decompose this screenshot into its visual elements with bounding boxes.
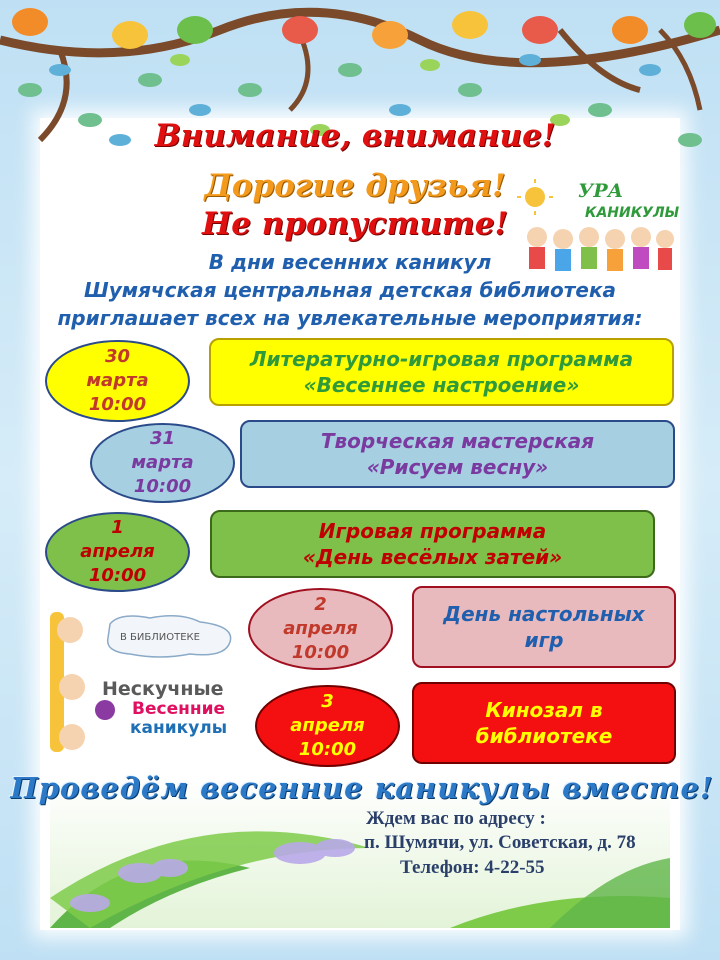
event-time: 10:00 [88,565,147,586]
event-title-line-2: «Рисуем весну» [366,455,549,479]
event-day: 3 [321,691,334,712]
friends-heading: Дорогие друзья! [204,168,506,204]
event-title-line-2: «День весёлых затей» [302,545,563,569]
event-date-3 [45,512,190,592]
phone-text: Телефон: 4-22-55 [400,857,545,878]
dont-miss-heading: Не пропустите! [201,206,509,242]
intro-line-1: В дни весенних каникул [208,250,492,274]
event-day: 30 [104,346,131,367]
event-title-line-1: Кинозал в [485,698,603,722]
event-date-5 [255,685,400,767]
event-title-line-1: Творческая мастерская [320,429,595,453]
event-title-line-1: Литературно-игровая программа [249,347,634,371]
slogan-banner: Проведём весенние каникулы вместе! [10,771,714,805]
promo-line-2: Весенние [132,699,226,719]
event-date-1 [45,340,190,422]
event-title-1 [209,338,674,406]
event-month: апреля [290,715,365,736]
event-date-4 [248,588,393,670]
event-month: марта [131,452,194,473]
event-time: 10:00 [133,476,192,497]
event-month: марта [86,370,149,391]
event-time: 10:00 [291,642,350,663]
event-month: апреля [80,541,155,562]
event-month: апреля [283,618,358,639]
intro-line-3: приглашает всех на увлекательные мероприятия: [57,306,643,330]
event-title-2 [240,420,675,488]
logo-subtitle: КАНИКУЛЫ [585,205,680,221]
event-title-line-2: «Весеннее настроение» [303,373,580,397]
logo-title: УРА [578,180,624,202]
attention-heading: Внимание, внимание! [154,118,556,154]
promo-line-1: Нескучные [102,678,224,700]
event-day: 1 [111,517,124,538]
intro-line-2: Шумячская центральная детская библиотека [83,278,617,302]
event-time: 10:00 [88,394,147,415]
event-day: 31 [149,428,176,449]
event-title-line-1: День настольных [443,602,645,626]
event-title-line-2: библиотеке [475,724,613,748]
event-title-3 [210,510,655,578]
event-title-4 [412,586,676,668]
address-text: п. Шумячи, ул. Советская, д. 78 [364,832,636,853]
promo-bubble-text: В БИБЛИОТЕКЕ [120,632,200,643]
promo-line-3: каникулы [130,718,228,738]
event-day: 2 [314,594,327,615]
bird-icons [12,8,716,49]
event-date-2 [90,423,235,503]
event-title-line-2: игр [524,628,564,652]
event-title-line-1: Игровая программа [318,519,547,543]
event-time: 10:00 [298,739,357,760]
event-title-5 [412,682,676,764]
address-label: Ждем вас по адресу : [366,808,546,829]
